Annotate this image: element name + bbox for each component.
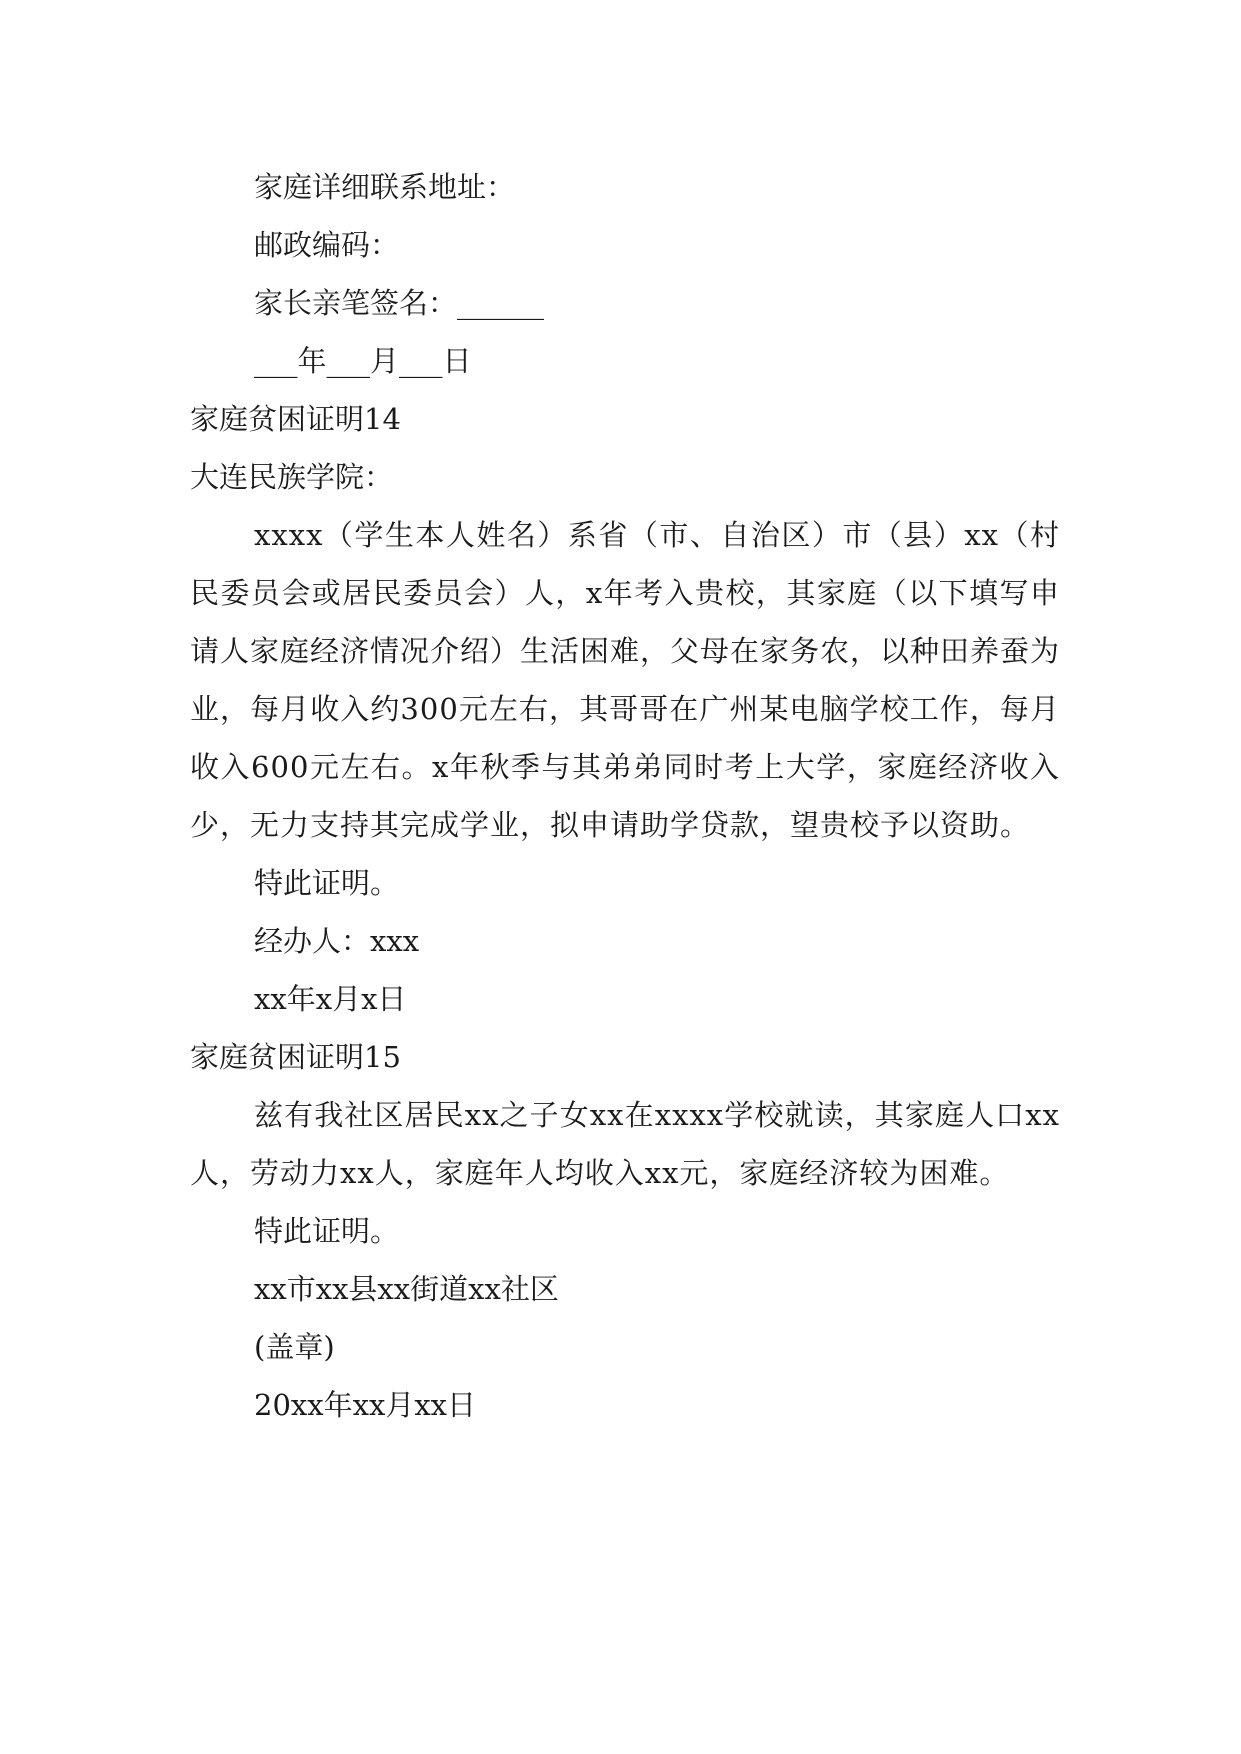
date-blank: ___年___月___日 [254,344,472,378]
cert14-addressee: 大连民族学院： [190,460,394,494]
cert14-closing: 特此证明。 [254,866,400,900]
address-label: 家庭详细联系地址： [254,170,516,204]
cert14-handler: 经办人：xxx [254,924,420,958]
cert14-date: xx年x月x日 [254,982,407,1016]
cert15-closing: 特此证明。 [254,1214,400,1248]
cert15-issuer: xx市xx县xx街道xx社区 [254,1272,559,1306]
cert15-body: 兹有我社区居民xx之子女xx在xxxx学校就读，其家庭人口xx人，劳动力xx人，家庭年人均收入xx元，家庭经济较为困难。 [190,1098,1060,1190]
cert14-title: 家庭贫困证明14 [190,402,401,436]
document-page [190,158,1060,1434]
cert15-title: 家庭贫困证明15 [190,1040,401,1074]
cert14-body: xxxx（学生本人姓名）系省（市、自治区）市（县）xx（村民委员会或居民委员会）人，x年考入贵校，其家庭（以下填写申请人家庭经济情况介绍）生活困难，父母在家务农，以种田养蚕为业，每月收入约300元左右，其哥哥在广州某电脑学校工作，每月收入600元左右。x年秋季与其弟弟同时考上大学，家庭经济收入少，无力支持其完成学业，拟申请助学贷款，望贵校予以资助。 [190,518,1061,842]
cert15-date: 20xx年xx月xx日 [254,1388,477,1422]
cert15-seal: (盖章) [254,1330,335,1364]
postcode-label: 邮政编码： [254,228,400,262]
parent-signature-label: 家长亲笔签名：______ [254,286,545,320]
